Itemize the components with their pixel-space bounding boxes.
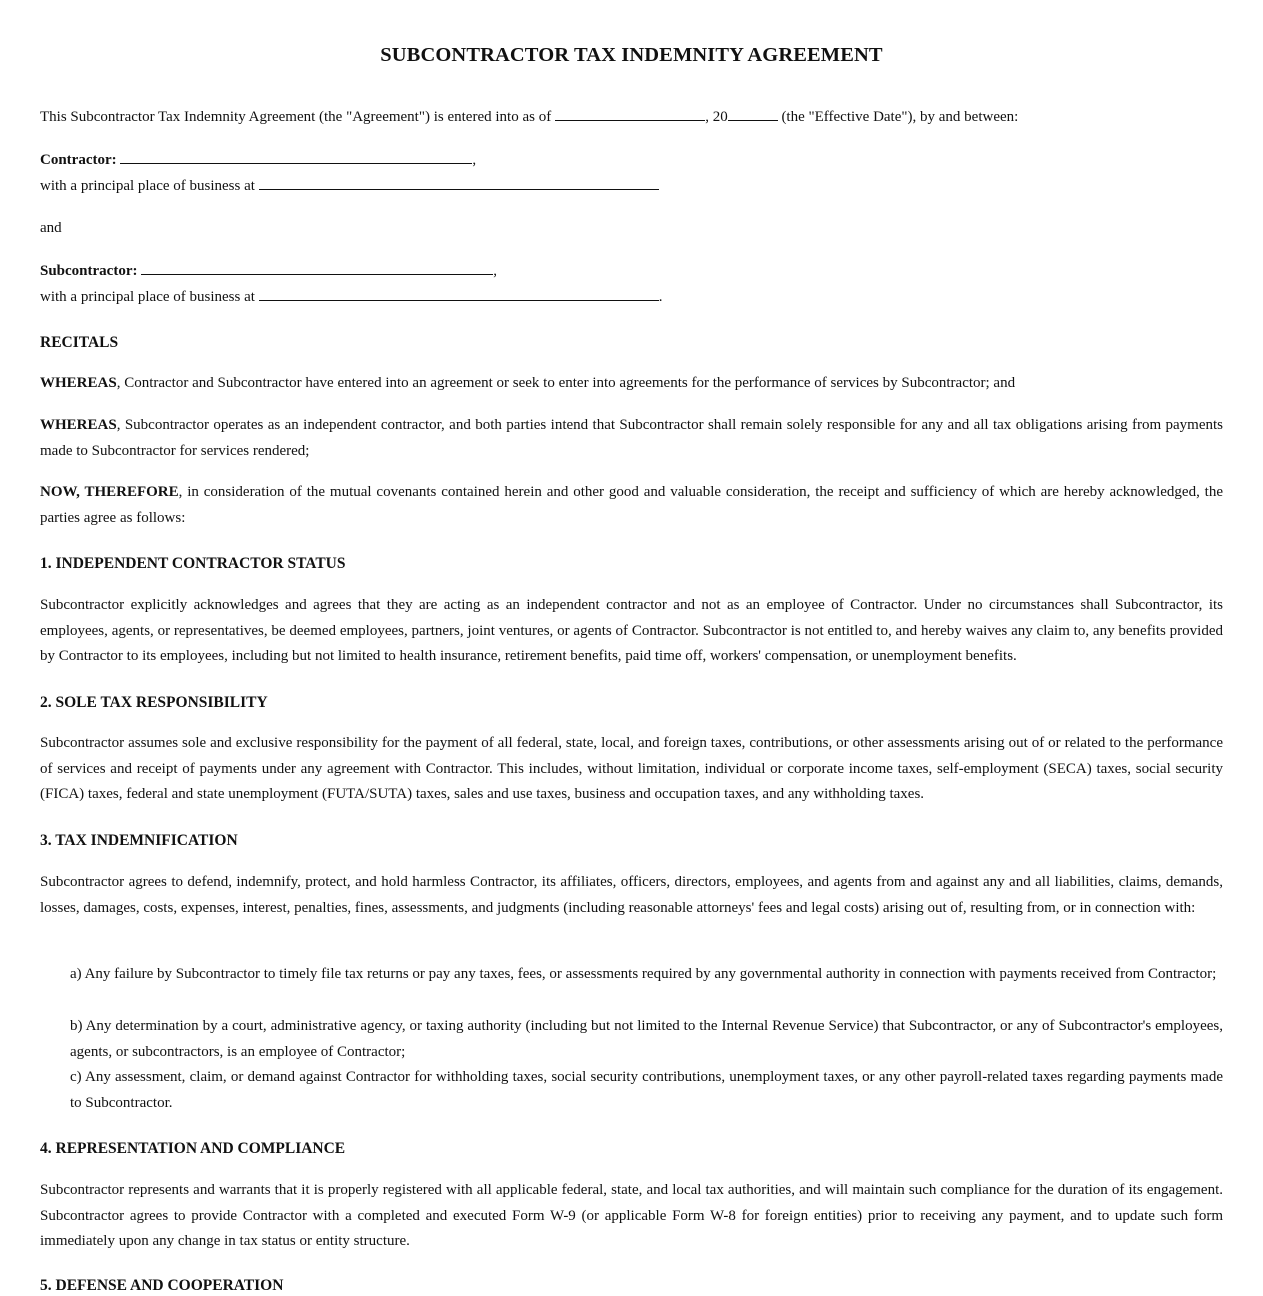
section-3-item-a: a) Any failure by Subcontractor to timely file tax returns or pay any taxes, fees, or assessments required by any governmental authority in connection with payments received from Contractor; bbox=[70, 966, 1217, 982]
intro-text-3: (the "Effective Date"), by and between: bbox=[781, 109, 1019, 125]
intro-line bbox=[40, 107, 1223, 127]
section-4-body: Subcontractor represents and warrants that it is properly registered with all applicable federal, state, and local tax authorities, and will maintain such compliance for the duration of its engagement. Subcontractor agrees to provide Contractor with a completed and executed Form W-9 (or applicable Form W-8 for foreign entities) prior to receiving any payment, and to update such form immediately upon any change in tax status or entity structure. bbox=[40, 1182, 1223, 1250]
section-2-heading: 2. SOLE TAX RESPONSIBILITY bbox=[40, 694, 268, 711]
whereas-1-text: , Contractor and Subcontractor have entered into an agreement or seek to enter into agreements for the performance of services by Subcontractor; and bbox=[116, 375, 1016, 391]
whereas-2-text: , Subcontractor operates as an independent contractor, and both parties intend that Subcontractor shall remain solely responsible for any and all tax obligations arising from payments made to Subcontractor for services rendered; bbox=[40, 417, 1223, 459]
effective-date-blank[interactable] bbox=[555, 107, 705, 121]
section-3-item-c: c) Any assessment, claim, or demand against Contractor for withholding taxes, social security contributions, unemployment taxes, or any other payroll-related taxes regarding payments made to Subcontractor. bbox=[70, 1069, 1223, 1111]
whereas-2 bbox=[40, 413, 1223, 464]
subcontractor-address-prefix: with a principal place of business at bbox=[40, 289, 255, 305]
intro-text-1: This Subcontractor Tax Indemnity Agreement (the "Agreement") is entered into as of bbox=[40, 109, 552, 125]
whereas-1 bbox=[40, 371, 1223, 397]
whereas-1-lead: WHEREAS bbox=[40, 375, 117, 391]
subcontractor-name-blank[interactable] bbox=[141, 261, 493, 275]
section-1-heading: 1. INDEPENDENT CONTRACTOR STATUS bbox=[40, 555, 346, 572]
section-3-body: Subcontractor agrees to defend, indemnify, protect, and hold harmless Contractor, its affiliates, officers, directors, employees, and agents from and against any and all liabilities, claims, demands, losses, damages, costs, expenses, interest, penalties, fines, assessments, and judgments (including reasonable attorneys' fees and legal costs) arising out of, resulting from, or in connection with: bbox=[40, 874, 1223, 916]
contractor-address-blank[interactable] bbox=[259, 176, 659, 190]
section-5-heading: 5. DEFENSE AND COOPERATION bbox=[40, 1277, 284, 1294]
subcontractor-name-suffix: , bbox=[493, 263, 497, 279]
subcontractor-address-suffix: . bbox=[658, 289, 663, 305]
section-4-heading: 4. REPRESENTATION AND COMPLIANCE bbox=[40, 1140, 346, 1157]
recitals-heading: RECITALS bbox=[40, 334, 119, 351]
document-title: SUBCONTRACTOR TAX INDEMNITY AGREEMENT bbox=[380, 44, 883, 66]
contractor-label: Contractor: bbox=[40, 152, 117, 168]
contractor-name-line bbox=[40, 150, 1223, 170]
subcontractor-address-line bbox=[40, 287, 1223, 307]
subcontractor-name-line bbox=[40, 261, 1223, 281]
subcontractor-address-blank[interactable] bbox=[259, 287, 659, 301]
contractor-address-prefix: with a principal place of business at bbox=[40, 178, 255, 194]
section-2-body: Subcontractor assumes sole and exclusive responsibility for the payment of all federal, state, local, and foreign taxes, contributions, or other assessments arising out of or related to the performance of services and receipt of payments under any agreement with Contractor. This includes, without limitation, individual or corporate income taxes, self-employment (SECA) taxes, social security (FICA) taxes, federal and state unemployment (FUTA/SUTA) taxes, sales and use taxes, business and occupation taxes, and any withholding taxes. bbox=[40, 735, 1223, 803]
and-text: and bbox=[40, 220, 62, 236]
section-1-body: Subcontractor explicitly acknowledges and agrees that they are acting as an independent contractor and not as an employee of Contractor. Under no circumstances shall Subcontractor, its employees, agents, or representatives, be deemed employees, partners, joint ventures, or agents of Contractor. Subcontractor is not entitled to, and hereby waives any claim to, any benefits provided by Contractor to its employees, including but not limited to health insurance, retirement benefits, paid time off, workers' compensation, or unemployment benefits. bbox=[40, 597, 1223, 665]
section-3-item-b: b) Any determination by a court, administrative agency, or taxing authority (including but not limited to the Internal Revenue Service) that Subcontractor, or any of Subcontractor's employees, agents, or subcontractors, is an employee of Contractor; bbox=[70, 1018, 1223, 1060]
contractor-name-blank[interactable] bbox=[120, 150, 472, 164]
subcontractor-label: Subcontractor: bbox=[40, 263, 138, 279]
intro-text-2: , 20 bbox=[705, 109, 728, 125]
now-therefore-lead: NOW, THEREFORE bbox=[40, 484, 179, 500]
effective-year-blank[interactable] bbox=[728, 107, 778, 121]
now-therefore-text: , in consideration of the mutual covenants contained herein and other good and valuable consideration, the receipt and sufficiency of which are hereby acknowledged, the parties agree as follows: bbox=[40, 484, 1223, 526]
section-3-heading: 3. TAX INDEMNIFICATION bbox=[40, 832, 238, 849]
contractor-name-suffix: , bbox=[472, 152, 477, 168]
contractor-address-line bbox=[40, 176, 1223, 196]
whereas-2-lead: WHEREAS bbox=[40, 417, 117, 433]
now-therefore bbox=[40, 480, 1223, 531]
